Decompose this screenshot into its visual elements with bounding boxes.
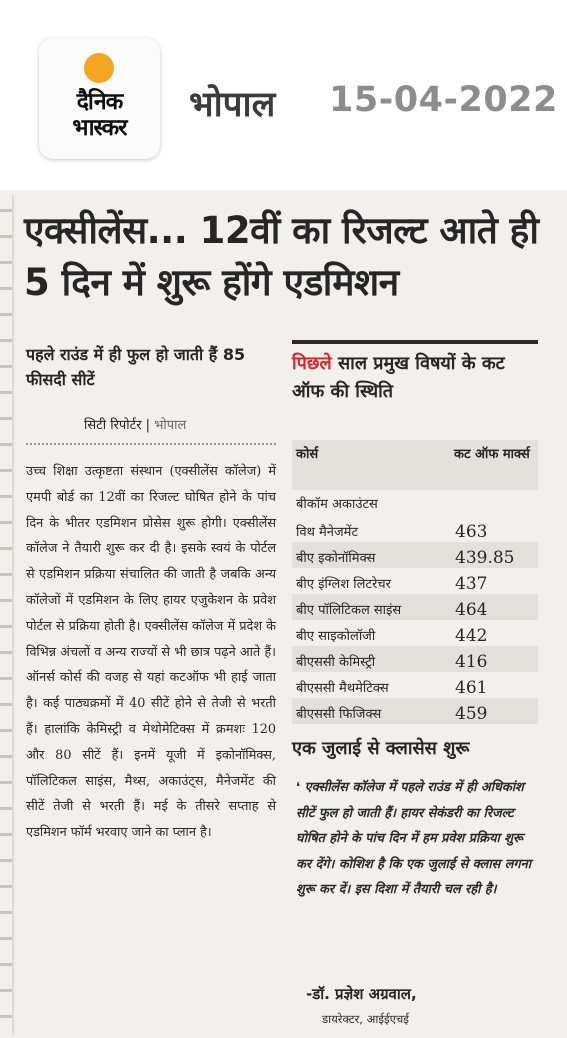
course-name: बीए इकोनॉमिक्स xyxy=(296,551,376,566)
byline-reporter: सिटी रिपोर्टर xyxy=(84,418,142,433)
byline-separator: | xyxy=(145,418,151,433)
quote-author: -डॉ. प्रज्ञेश अग्रवाल, xyxy=(306,985,417,1003)
article-body: उच्च शिक्षा उत्कृष्टता संस्थान (एक्सीलेंस कॉलेज) में एमपी बोर्ड का 12वीं का रिजल्ट घोषित होने के पांच दिन के भीतर एडमिशन प्रोसेस शुरू होगी। एक्सीलेंस कॉलेज ने तैयारी शुरू कर दी है। इसके स्वयं के पोर्टल से एडमिशन प्रक्रिया संचालित की जाती है जबकि अन्य कॉलेजों में एडमिशन के लिए हायर एजुकेशन के प्रवेश पोर्टल से प्रक्रिया होती है। एक्सीलेंस कॉलेज में प्रदेश के विभिन्न अंचलों व अन्य राज्यों से भी छात्र पढ़ने आते हैं। ऑनर्स कोर्स की वजह से यहां कटऑफ भी हाई जाता है। कई पाठ्यक्रमों में 40 सीटें होने से तेजी से भरती हैं। हालांकि केमिस्ट्री व मेथोमेटिक्स में क्रमशः 120 और 80 सीटें हैं। इनमें यूजी में इकोनॉमिक्स, पॉलिटिकल साइंस, मैथ्स, अकाउंट्स, मैनेजमेंट की सीटें तेजी से भरती हैं। मई के तीसरे सप्ताह से एडमिशन फॉर्म भरवाए जाने का प्लान है। xyxy=(26,464,276,841)
course-name: विथ मैनेजमेंट xyxy=(296,525,358,540)
table-row xyxy=(292,672,538,698)
sidebar-title-rest: साल प्रमुख विषयों के कट ऑफ की स्थिति xyxy=(292,353,505,402)
course-name: बीएससी मैथमेटिक्स xyxy=(296,681,389,696)
sidebar-subheading: एक जुलाई से क्लासेस शुरू xyxy=(292,738,470,759)
article-subhead: पहले राउंड में ही फुल हो जाती हैं 85 फीसदी सीटें xyxy=(26,345,246,389)
edition-date: 15-04-2022 xyxy=(329,80,558,120)
director-quote xyxy=(296,775,540,903)
course-name: बीए इंग्लिश लिटरेचर xyxy=(296,577,391,592)
course-name: बीए साइकोलॉजी xyxy=(296,629,376,644)
table-row xyxy=(292,594,538,620)
byline-divider xyxy=(26,443,276,445)
cutoff-table xyxy=(292,492,538,724)
cutoff-marks: 416 xyxy=(455,652,488,672)
course-name: बीएससी केमिस्ट्री xyxy=(296,655,376,670)
table-row xyxy=(292,698,538,724)
column-header-marks: कट ऑफ मार्क्स xyxy=(454,447,530,462)
cutoff-marks: 461 xyxy=(455,678,488,698)
cutoff-marks: 463 xyxy=(455,522,488,542)
course-name: बीए पॉलिटिकल साइंस xyxy=(296,603,402,618)
quote-mark-icon: ❛ xyxy=(296,780,305,795)
table-row xyxy=(292,568,538,594)
article-byline xyxy=(84,415,186,433)
cutoff-marks: 464 xyxy=(455,600,488,620)
adjacent-column-edge xyxy=(0,195,14,1035)
byline-city: भोपाल xyxy=(154,418,187,433)
page-header xyxy=(0,0,567,190)
cutoff-marks: 439.85 xyxy=(455,548,515,568)
dainik-bhaskar-logo[interactable] xyxy=(39,38,160,159)
table-row xyxy=(292,514,538,542)
table-row xyxy=(292,646,538,672)
table-row xyxy=(292,542,538,568)
course-name: बीएससी फिजिक्स xyxy=(296,707,382,722)
sidebar-top-rule xyxy=(292,340,538,344)
cutoff-marks: 442 xyxy=(455,626,488,646)
sidebar-title xyxy=(292,350,542,406)
sun-icon xyxy=(84,53,114,83)
cutoff-marks: 437 xyxy=(455,574,488,594)
cutoff-marks: 459 xyxy=(455,704,488,724)
quote-text: एक्सीलेंस कॉलेज में पहले राउंड में ही अधिकांश सीटें फुल हो जाती हैं। हायर सेकंडरी का रिजल्ट घोषित होने के पांच दिन में हम प्रवेश प्रक्रिया शुरू कर देंगे। कोशिश है कि एक जुलाई से क्लास लगना शुरू कर दें। इस दिशा में तैयारी चल रही है। xyxy=(296,780,532,897)
logo-line1: दैनिक xyxy=(76,89,123,115)
column-header-course: कोर्स xyxy=(296,447,319,462)
cutoff-table-header xyxy=(292,440,538,490)
article-headline: एक्सीलेंस... 12वीं का रिजल्ट आते ही 5 दिन में शुरू होंगे एडमिशन xyxy=(24,209,539,304)
table-row xyxy=(292,620,538,646)
quote-author-role: डायरेक्टर, आईईएचई xyxy=(322,1012,409,1026)
table-row xyxy=(292,492,538,514)
sidebar-title-highlight: पिछले xyxy=(292,353,332,374)
edition-city: भोपाल xyxy=(189,85,276,125)
course-name: बीकॉम अकाउंटस xyxy=(296,497,378,512)
logo-line2: भास्कर xyxy=(72,115,127,141)
